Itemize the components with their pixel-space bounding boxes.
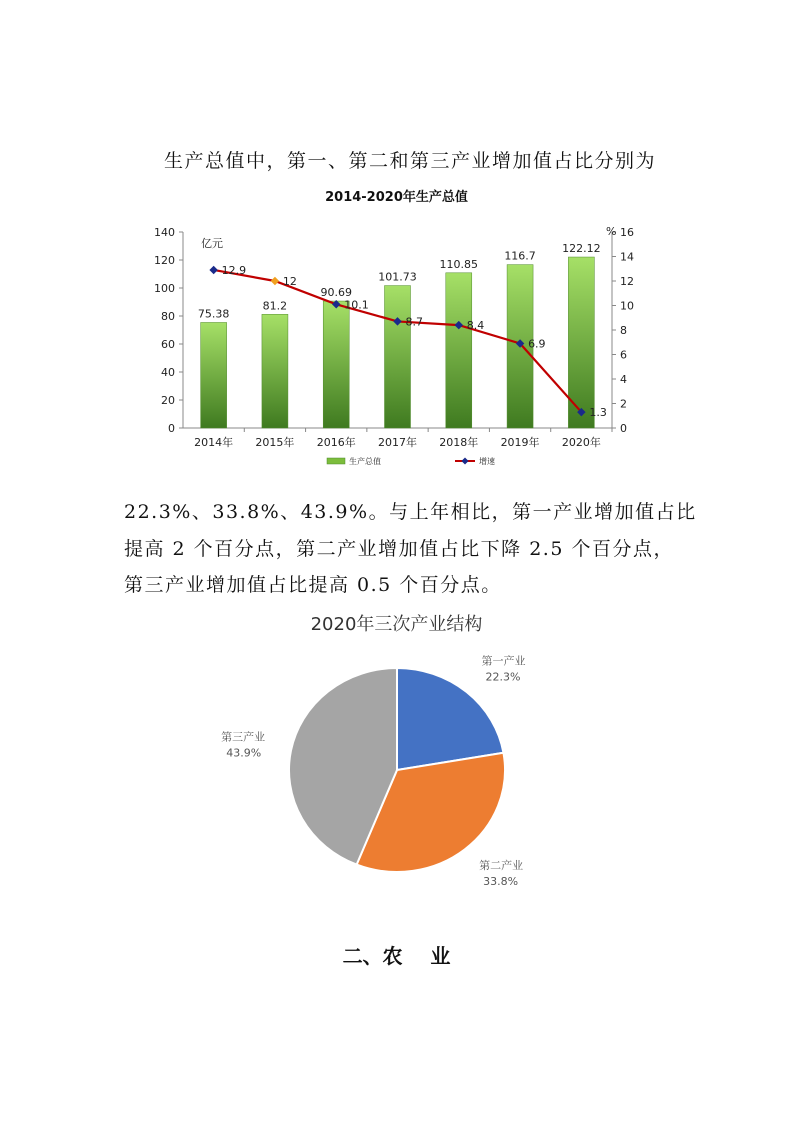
right-y-tick-label: 0 [620, 422, 627, 435]
growth-rate-label: 10.1 [344, 298, 369, 312]
pie-chart-title: 2020年三次产业结构 [310, 614, 483, 635]
bar-2017年 [385, 286, 411, 428]
left-y-tick-label: 100 [154, 282, 175, 295]
bar-2015年 [262, 314, 288, 428]
left-y-axis-unit: 亿元 [201, 237, 223, 250]
bar-chart-title: 2014-2020年生产总值 [325, 190, 468, 205]
left-y-tick-label: 120 [154, 254, 175, 267]
bar-value-label: 81.2 [262, 299, 288, 313]
bar-value-label: 75.38 [197, 307, 230, 321]
legend-swatch-bar [327, 458, 345, 464]
growth-rate-point [271, 277, 279, 285]
left-y-tick-label: 40 [161, 366, 175, 379]
bar-value-label: 122.12 [562, 242, 601, 256]
growth-rate-point [209, 266, 217, 274]
right-y-tick-label: 10 [620, 299, 634, 313]
right-y-tick-label: 4 [620, 373, 627, 386]
paragraph-share-line2: 提高 2 个百分点，第二产业增加值占比下降 2.5 个百分点， [124, 538, 674, 560]
left-y-tick-label: 140 [154, 226, 175, 239]
x-tick-label: 2017年 [378, 436, 417, 449]
x-tick-label: 2018年 [439, 436, 479, 449]
right-y-tick-label: 12 [620, 275, 634, 288]
growth-rate-label: 8.4 [466, 319, 485, 333]
right-y-tick-label: 6 [620, 348, 627, 362]
growth-rate-label: 8.7 [405, 315, 423, 329]
left-y-tick-label: 60 [161, 338, 175, 351]
paragraph-share-line3: 第三产业增加值占比提高 0.5 个百分点。 [124, 574, 502, 596]
right-y-tick-label: 14 [620, 250, 634, 264]
bar-value-label: 116.7 [504, 249, 536, 263]
bar-value-label: 101.73 [378, 270, 417, 284]
pie-label-name: 第一产业 [481, 654, 526, 668]
right-y-tick-label: 16 [620, 226, 634, 239]
pie-label-name: 第三产业 [221, 730, 266, 744]
gdp-bar-line-chart [0, 215, 793, 515]
left-y-tick-label: 20 [161, 394, 175, 407]
bar-value-label: 110.85 [439, 257, 479, 271]
industry-structure-pie-chart [0, 640, 793, 900]
pie-label-value: 33.8% [483, 875, 519, 889]
left-y-tick-label: 0 [168, 422, 175, 435]
x-tick-label: 2019年 [500, 436, 540, 449]
growth-rate-label: 12 [282, 275, 297, 288]
growth-rate-label: 12.9 [221, 263, 247, 277]
right-y-tick-label: 8 [620, 324, 627, 337]
bar-2018年 [446, 273, 472, 428]
legend-swatch-marker [461, 457, 468, 464]
growth-rate-label: 6.9 [528, 337, 546, 351]
paragraph-share-line1: 22.3%、33.8%、43.9%。与上年相比，第一产业增加值占比 [124, 501, 697, 523]
bar-2016年 [323, 301, 349, 428]
bar-value-label: 90.69 [320, 286, 352, 300]
legend-label-bar: 生产总值 [349, 457, 381, 466]
growth-rate-label: 1.3 [589, 406, 607, 420]
right-y-axis-unit: % [606, 225, 617, 238]
bar-2014年 [201, 322, 227, 428]
x-tick-label: 2015年 [255, 436, 295, 449]
left-y-tick-label: 80 [161, 310, 175, 323]
paragraph-intro: 生产总值中，第一、第二和第三产业增加值占比分别为 [164, 150, 657, 172]
pie-label-value: 43.9% [226, 746, 262, 760]
section-heading-agriculture: 二、农 业 [342, 944, 451, 968]
pie-label-value: 22.3% [485, 670, 521, 684]
pie-label-name: 第二产业 [479, 859, 524, 873]
x-tick-label: 2020年 [561, 436, 601, 449]
right-y-tick-label: 2 [620, 397, 627, 411]
x-tick-label: 2014年 [194, 436, 234, 449]
x-tick-label: 2016年 [316, 436, 356, 449]
legend-label-line: 增速 [479, 457, 495, 466]
